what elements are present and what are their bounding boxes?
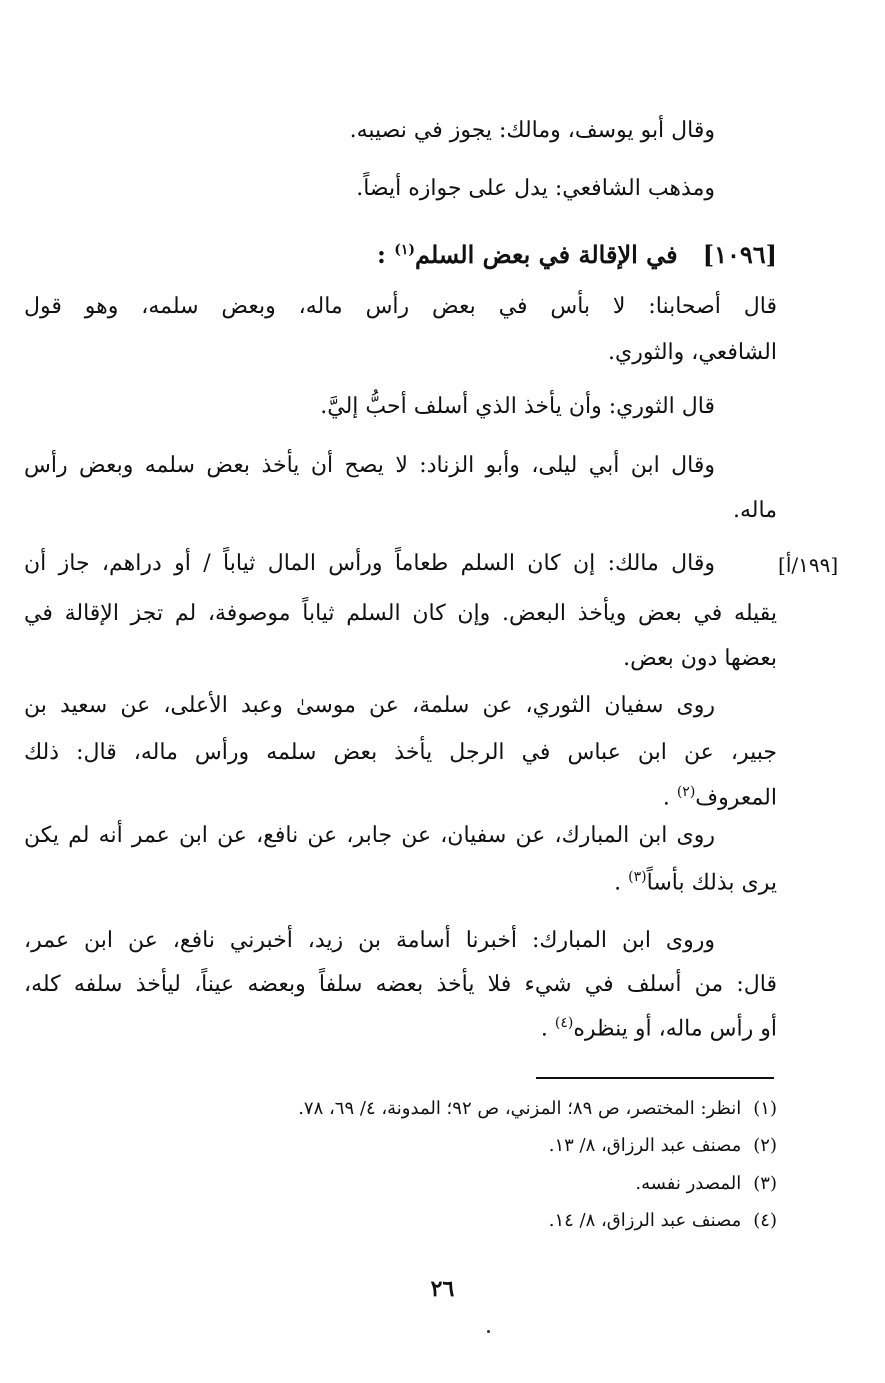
footnote-number: (٤) — [753, 1210, 777, 1231]
text-line: روى ابن المبارك، عن سفيان، عن جابر، عن نافع، عن ابن عمر أنه لم يكن — [24, 823, 715, 848]
footnote-number: (٢) — [753, 1135, 777, 1156]
text-line: قال أصحابنا: لا بأس في بعض رأس ماله، وبعض سلمه، وهو قول — [24, 294, 777, 319]
margin-folio-ref: [١٩٩/أ] — [778, 553, 839, 577]
footnote-text: المصدر نفسه. — [635, 1173, 742, 1194]
text-line: بعضها دون بعض. — [623, 646, 777, 671]
footnote-marker: (٢) — [676, 784, 696, 800]
text-line: وروى ابن المبارك: أخبرنا أسامة بن زيد، أخبرني نافع، عن ابن عمر، — [24, 928, 715, 953]
footnote-marker: (٣) — [628, 869, 647, 885]
text-line: ومذهب الشافعي: يدل على جوازه أيضاً. — [356, 176, 715, 201]
text-segment: أو رأس ماله، أو ينظره — [573, 1016, 777, 1042]
text-line — [541, 1016, 777, 1040]
text-line: وقال مالك: إن كان السلم طعاماً ورأس المال ثياباً / أو دراهم، جاز أن — [24, 551, 715, 576]
scan-speck — [487, 1330, 490, 1333]
footnote-text: مصنف عبد الرزاق، ٨/ ١٤. — [548, 1210, 742, 1231]
text-line: قال الثوري: وأن يأخذ الذي أسلف أحبُّ إليَّ. — [320, 394, 715, 419]
page-number: ٢٦ — [430, 1276, 455, 1302]
footnote-marker: (٤) — [554, 1015, 574, 1031]
text-line: ماله. — [733, 498, 777, 523]
period: . — [614, 870, 622, 896]
text-line: جبير، عن ابن عباس في الرجل يأخذ بعض سلمه ورأس ماله، قال: ذلك — [24, 740, 777, 765]
footnote-text: انظر: المختصر، ص ٨٩؛ المزني، ص ٩٢؛ المدونة، ٤/ ٦٩، ٧٨. — [298, 1098, 742, 1119]
footnote-text: مصنف عبد الرزاق، ٨/ ١٣. — [548, 1135, 742, 1156]
footnote — [298, 1100, 777, 1118]
text-segment: المعروف — [695, 785, 777, 811]
footnote-number: (١) — [753, 1098, 777, 1119]
text-segment: يرى بذلك بأساً — [646, 870, 777, 896]
footnote-marker: (١) — [394, 242, 415, 258]
text-line: الشافعي، والثوري. — [608, 340, 777, 365]
text-line — [663, 785, 777, 809]
footnote — [549, 1212, 777, 1230]
text-line: يقيله في بعض ويأخذ البعض. وإن كان السلم ثياباً موصوفة، لم تجز الإقالة في — [24, 601, 777, 626]
text-line: وقال أبو يوسف، ومالك: يجوز في نصيبه. — [349, 118, 715, 143]
section-title: في الإقالة في بعض السلم — [414, 240, 678, 269]
text-line — [614, 870, 777, 894]
text-line: وقال ابن أبي ليلى، وأبو الزناد: لا يصح أن يأخذ بعض سلمه وبعض رأس — [24, 453, 715, 478]
footnote — [549, 1137, 777, 1155]
footnote — [635, 1175, 777, 1193]
section-heading — [376, 240, 777, 269]
period: . — [662, 785, 670, 811]
footnote-number: (٣) — [753, 1173, 777, 1194]
footnote-separator — [536, 1077, 774, 1079]
section-number: [١٠٩٦] — [702, 240, 777, 269]
heading-colon: : — [376, 240, 386, 269]
text-line: روى سفيان الثوري، عن سلمة، عن موسىٰ وعبد الأعلى، عن سعيد بن — [24, 693, 715, 718]
period: . — [540, 1016, 548, 1042]
text-line: قال: من أسلف في شيء فلا يأخذ بعضه سلفاً وبعضه عيناً، ليأخذ سلفه كله، — [24, 972, 777, 997]
